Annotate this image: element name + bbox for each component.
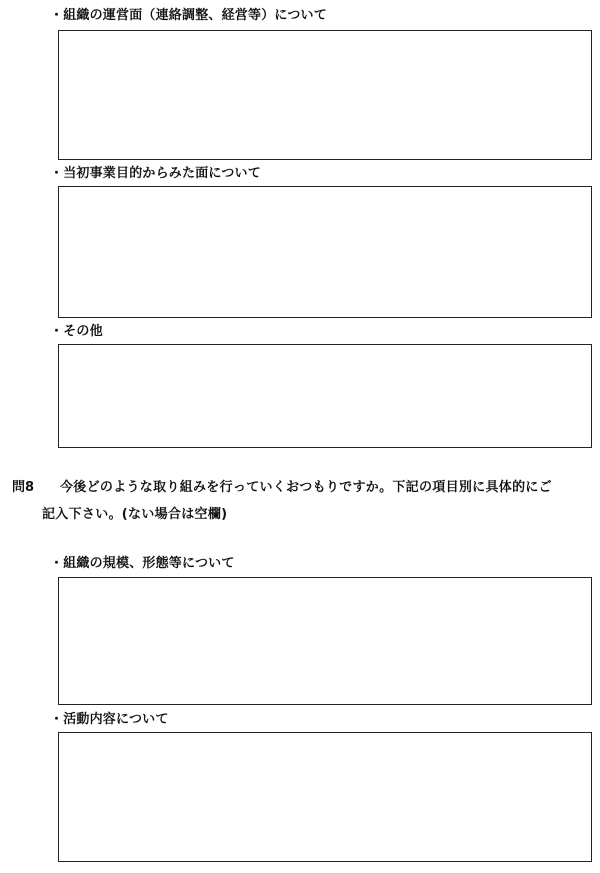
answer-box-organization-scale[interactable] <box>58 577 592 705</box>
item-label-original-purpose: ・当初事業目的からみた面について <box>50 166 261 181</box>
question-text-line1: 今後どのような取り組みを行っていくおつもりですか。下記の項目別に具体的にご <box>60 480 552 495</box>
question-text-line2: 記入下さい。(ない場合は空欄) <box>42 507 228 522</box>
question-number: 問8 <box>12 480 35 495</box>
item-label-activity-content: ・活動内容について <box>50 712 169 727</box>
item-label-organization-scale: ・組織の規模、形態等について <box>50 556 235 571</box>
item-label-organization-operation: ・組織の運営面（連絡調整、経営等）について <box>50 8 327 23</box>
answer-box-original-purpose[interactable] <box>58 186 592 318</box>
answer-box-activity-content[interactable] <box>58 732 592 862</box>
answer-box-organization-operation[interactable] <box>58 30 592 160</box>
answer-box-other[interactable] <box>58 344 592 448</box>
item-label-other: ・その他 <box>50 324 103 339</box>
